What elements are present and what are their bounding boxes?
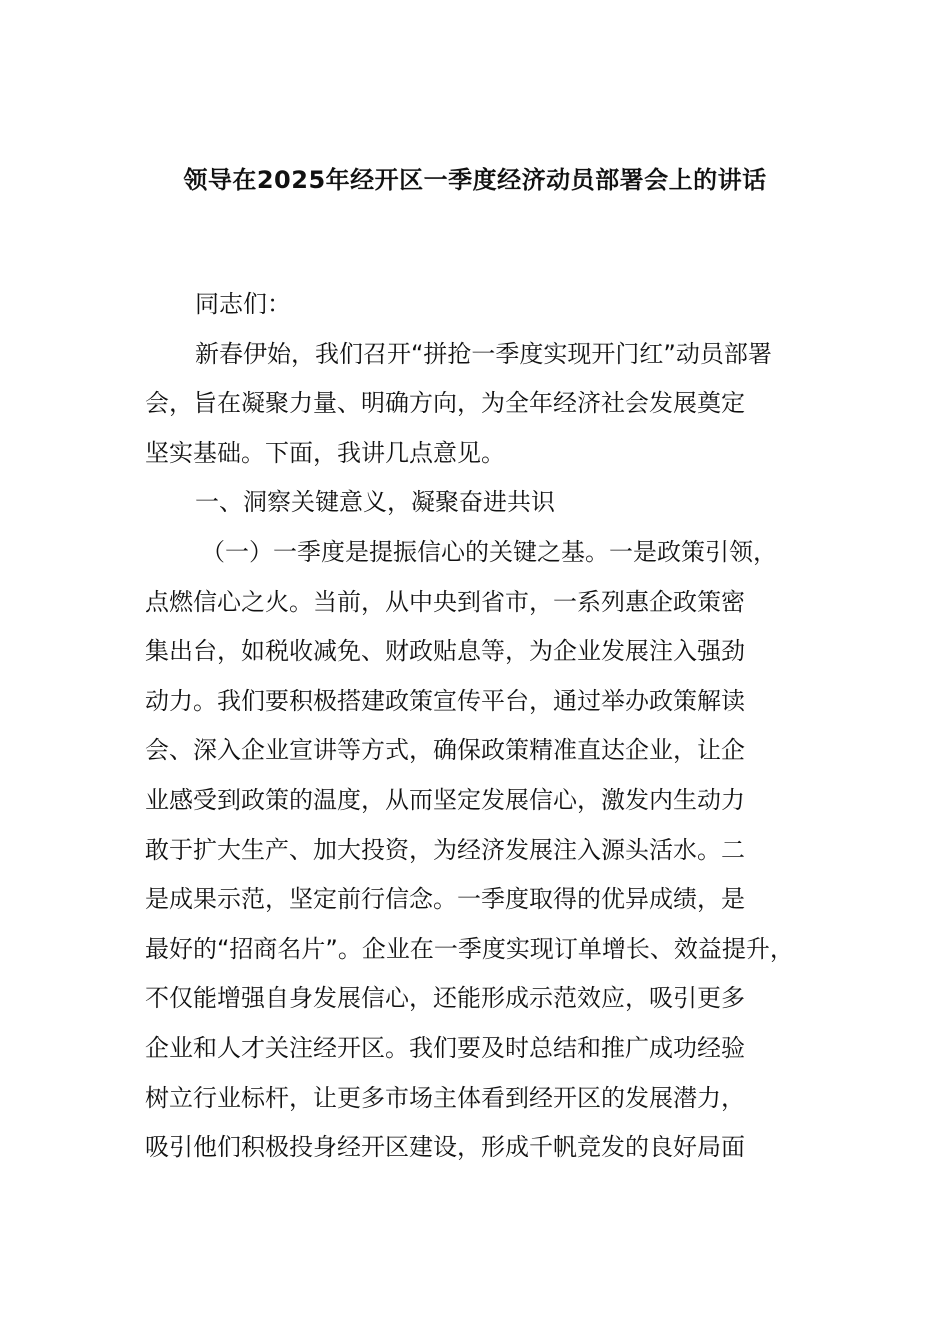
salutation: 同志们： bbox=[195, 290, 291, 318]
paragraph-line: 业感受到政策的温度，从而坚定发展信心，激发内生动力 bbox=[145, 785, 745, 814]
paragraph-line: 集出台，如税收减免、财政贴息等，为企业发展注入强劲 bbox=[145, 637, 745, 666]
paragraph-line: 动力。我们要积极搭建政策宣传平台，通过举办政策解读 bbox=[145, 686, 745, 715]
paragraph-line: 不仅能增强自身发展信心，还能形成示范效应，吸引更多 bbox=[145, 984, 745, 1013]
paragraph-line: 是成果示范，坚定前行信念。一季度取得的优异成绩，是 bbox=[145, 885, 745, 914]
paragraph-line: 最好的“招商名片”。企业在一季度实现订单增长、效益提升， bbox=[145, 934, 794, 963]
paragraph-line: 点燃信心之火。当前，从中央到省市，一系列惠企政策密 bbox=[145, 587, 745, 616]
paragraph-line: 坚实基础。下面，我讲几点意见。 bbox=[145, 438, 505, 467]
paragraph-line: 敢于扩大生产、加大投资，为经济发展注入源头活水。二 bbox=[145, 835, 745, 864]
section-heading: 一、洞察关键意义，凝聚奋进共识 bbox=[195, 488, 555, 517]
paragraph-line: （一）一季度是提振信心的关键之基。一是政策引领， bbox=[201, 537, 777, 566]
paragraph-line: 树立行业标杆，让更多市场主体看到经开区的发展潜力， bbox=[145, 1083, 745, 1112]
paragraph-line: 会、深入企业宣讲等方式，确保政策精准直达企业，让企 bbox=[145, 736, 745, 765]
document-body bbox=[145, 280, 835, 1173]
paragraph-line: 新春伊始，我们召开“拼抢一季度实现开门红”动员部署 bbox=[195, 339, 772, 368]
document-title: 领导在2025年经开区一季度经济动员部署会上的讲话 bbox=[183, 166, 767, 194]
paragraph-line: 企业和人才关注经开区。我们要及时总结和推广成功经验 bbox=[145, 1033, 745, 1062]
paragraph-line: 会，旨在凝聚力量、明确方向，为全年经济社会发展奠定 bbox=[145, 389, 745, 418]
paragraph-line: 吸引他们积极投身经开区建设，形成千帆竞发的良好局面 bbox=[145, 1133, 745, 1162]
